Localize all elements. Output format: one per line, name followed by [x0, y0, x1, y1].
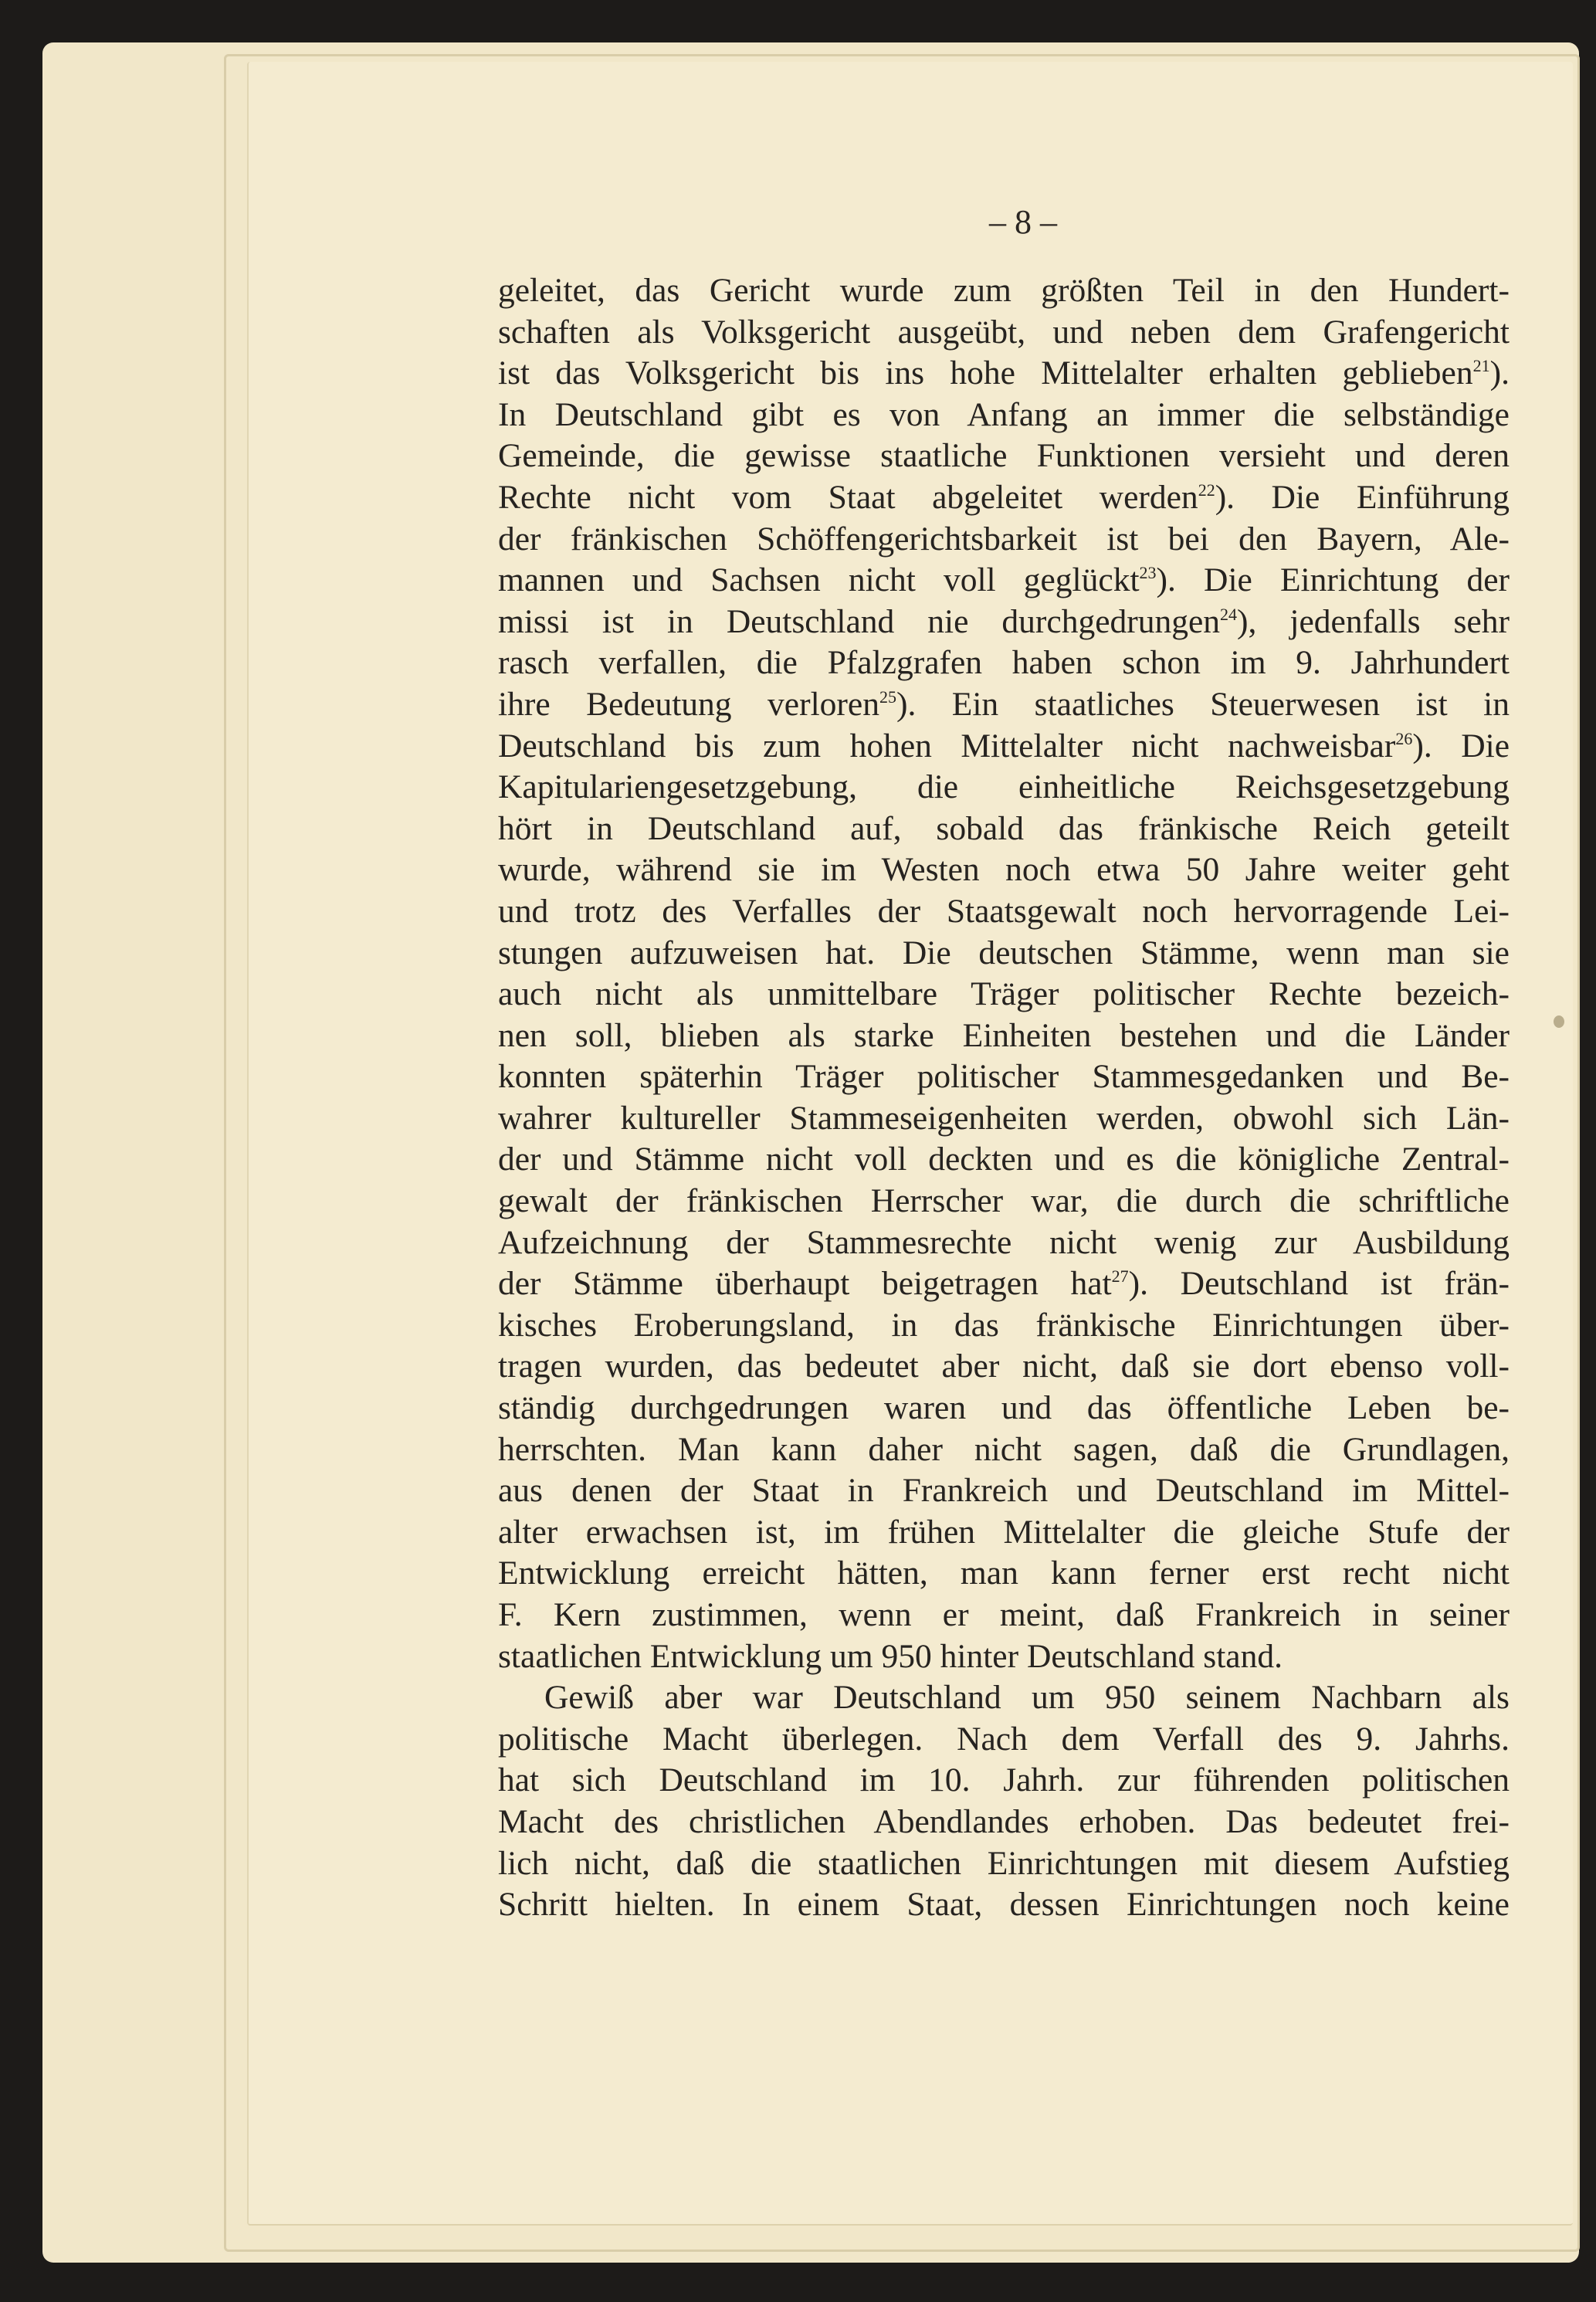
text-line	[498, 767, 1510, 809]
line-text: Kapitulariengesetzgebung, die einheitliche Reichsgesetzgebung	[498, 768, 1510, 806]
line-text-after-note: ). Die	[1412, 727, 1510, 765]
line-text: lich nicht, daß die staatlichen Einrichtungen mit diesem Aufstieg	[498, 1844, 1510, 1882]
line-text: der Stämme überhaupt beigetragen hat	[498, 1265, 1112, 1303]
line-text: schaften als Volksgericht ausgeübt, und neben dem Grafengericht	[498, 313, 1510, 351]
line-text: auch nicht als unmittelbare Träger politischer Rechte bezeich-	[498, 975, 1510, 1013]
line-text-after-note: ). Deutschland ist frän-	[1128, 1265, 1510, 1303]
line-text: hört in Deutschland auf, sobald das fränkische Reich geteilt	[498, 809, 1510, 847]
text-line	[498, 1305, 1510, 1347]
text-line	[498, 1802, 1510, 1843]
text-line	[498, 1843, 1510, 1885]
line-text: der fränkischen Schöffengerichtsbarkeit ist bei den Bayern, Ale-	[498, 520, 1510, 558]
text-line	[498, 1388, 1510, 1429]
line-text: Deutschland bis zum hohen Mittelalter nicht nachweisbar	[498, 727, 1396, 765]
footnote-ref: 25	[879, 687, 896, 707]
line-text: tragen wurden, das bedeutet aber nicht, daß sie dort ebenso voll-	[498, 1348, 1510, 1385]
footnote-ref: 27	[1111, 1266, 1129, 1287]
line-text-after-note: ).	[1489, 354, 1510, 392]
line-text: der und Stämme nicht voll deckten und es die königliche Zentral-	[498, 1141, 1510, 1178]
text-line	[498, 1512, 1510, 1554]
text-line	[498, 1677, 1510, 1719]
line-text: hat sich Deutschland im 10. Jahrh. zur führenden politischen	[498, 1761, 1510, 1799]
line-text: aus denen der Staat in Frankreich und Deutschland im Mittel-	[498, 1472, 1510, 1510]
text-line	[498, 642, 1510, 684]
line-text: In Deutschland gibt es von Anfang an immer die selbständige	[498, 395, 1510, 433]
text-line	[498, 1181, 1510, 1222]
paper-mark	[1554, 1015, 1564, 1028]
line-text: alter erwachsen ist, im frühen Mittelalter die gleiche Stufe der	[498, 1513, 1510, 1551]
line-text: Rechte nicht vom Staat abgeleitet werden	[498, 478, 1198, 516]
line-text: Gewiß aber war Deutschland um 950 seinem Nachbarn als	[544, 1679, 1510, 1717]
text-line	[498, 436, 1510, 477]
footnote-ref: 22	[1198, 480, 1215, 500]
text-line	[498, 1553, 1510, 1595]
line-text: nen soll, blieben als starke Einheiten bestehen und die Länder	[498, 1016, 1510, 1054]
text-line	[498, 395, 1510, 436]
line-text: ist das Volksgericht bis ins hohe Mittelalter erhalten geblieben	[498, 354, 1473, 392]
text-line	[498, 602, 1510, 643]
line-text: mannen und Sachsen nicht voll geglückt	[498, 561, 1140, 599]
line-text: stungen aufzuweisen hat. Die deutschen Stämme, wenn man sie	[498, 934, 1510, 971]
text-line	[498, 974, 1510, 1015]
text-line	[498, 933, 1510, 975]
text-line	[498, 1139, 1510, 1181]
text-line	[498, 1884, 1510, 1926]
line-text: wahrer kultureller Stammeseigenheiten werden, obwohl sich Län-	[498, 1099, 1510, 1137]
line-text: rasch verfallen, die Pfalzgrafen haben schon im 9. Jahrhundert	[498, 644, 1510, 682]
text-line	[498, 1760, 1510, 1802]
line-text-after-note: ). Die Einrichtung der	[1156, 561, 1510, 599]
line-text: F. Kern zustimmen, wenn er meint, daß Frankreich in seiner	[498, 1596, 1510, 1633]
line-text: ständig durchgedrungen waren und das öffentliche Leben be-	[498, 1389, 1510, 1427]
text-line	[498, 1098, 1510, 1140]
text-line	[498, 1636, 1510, 1678]
line-text-after-note: ). Ein staatliches Steuerwesen ist in	[896, 685, 1510, 723]
text-line	[498, 477, 1510, 519]
footnote-ref: 24	[1220, 604, 1238, 624]
text-line	[498, 891, 1510, 933]
text-line	[498, 353, 1510, 395]
text-line	[498, 1346, 1510, 1388]
text-line	[498, 1719, 1510, 1761]
footnote-ref: 26	[1395, 728, 1413, 748]
text-line	[498, 1222, 1510, 1264]
text-line	[498, 1015, 1510, 1057]
line-text: politische Macht überlegen. Nach dem Verfall des 9. Jahrhs.	[498, 1720, 1510, 1758]
body-text	[498, 270, 1510, 1926]
text-line	[498, 1595, 1510, 1636]
text-line	[498, 270, 1510, 312]
text-line	[498, 849, 1510, 891]
text-line	[498, 726, 1510, 768]
page-number: – 8 –	[989, 203, 1057, 241]
text-line	[498, 684, 1510, 726]
line-text: gewalt der fränkischen Herrscher war, die durch die schriftliche	[498, 1182, 1510, 1220]
line-text: und trotz des Verfalles der Staatsgewalt noch hervorragende Lei-	[498, 892, 1510, 930]
text-line	[498, 809, 1510, 850]
line-text: herrschten. Man kann daher nicht sagen, daß die Grundlagen,	[498, 1430, 1510, 1468]
line-text: ihre Bedeutung verloren	[498, 685, 879, 723]
line-text-after-note: ). Die Einführung	[1215, 478, 1510, 516]
line-text: Gemeinde, die gewisse staatliche Funktionen versieht und deren	[498, 437, 1510, 475]
text-line	[498, 312, 1510, 354]
line-text: missi ist in Deutschland nie durchgedrungen	[498, 602, 1221, 640]
line-text: geleitet, das Gericht wurde zum größten Teil in den Hundert-	[498, 272, 1510, 309]
line-text: wurde, während sie im Westen noch etwa 50 Jahre weiter geht	[498, 851, 1510, 889]
text-line	[498, 1429, 1510, 1471]
line-text: Aufzeichnung der Stammesrechte nicht wenig zur Ausbildung	[498, 1223, 1510, 1261]
text-line	[498, 1056, 1510, 1098]
footnote-ref: 23	[1139, 563, 1157, 583]
line-text: konnten späterhin Träger politischer Stammesgedanken und Be-	[498, 1058, 1510, 1096]
line-text: Entwicklung erreicht hätten, man kann ferner erst recht nicht	[498, 1554, 1510, 1592]
line-text: kisches Eroberungsland, in das fränkische Einrichtungen über-	[498, 1306, 1510, 1344]
text-line	[498, 1263, 1510, 1305]
line-text: Schritt hielten. In einem Staat, dessen Einrichtungen noch keine	[498, 1886, 1510, 1924]
text-line	[498, 519, 1510, 561]
line-text-after-note: ), jedenfalls sehr	[1237, 602, 1510, 640]
text-line	[498, 560, 1510, 602]
text-line	[498, 1470, 1510, 1512]
line-text: staatlichen Entwicklung um 950 hinter Deutschland stand.	[498, 1637, 1283, 1675]
footnote-ref: 21	[1472, 356, 1490, 376]
line-text: Macht des christlichen Abendlandes erhoben. Das bedeutet frei-	[498, 1802, 1510, 1840]
